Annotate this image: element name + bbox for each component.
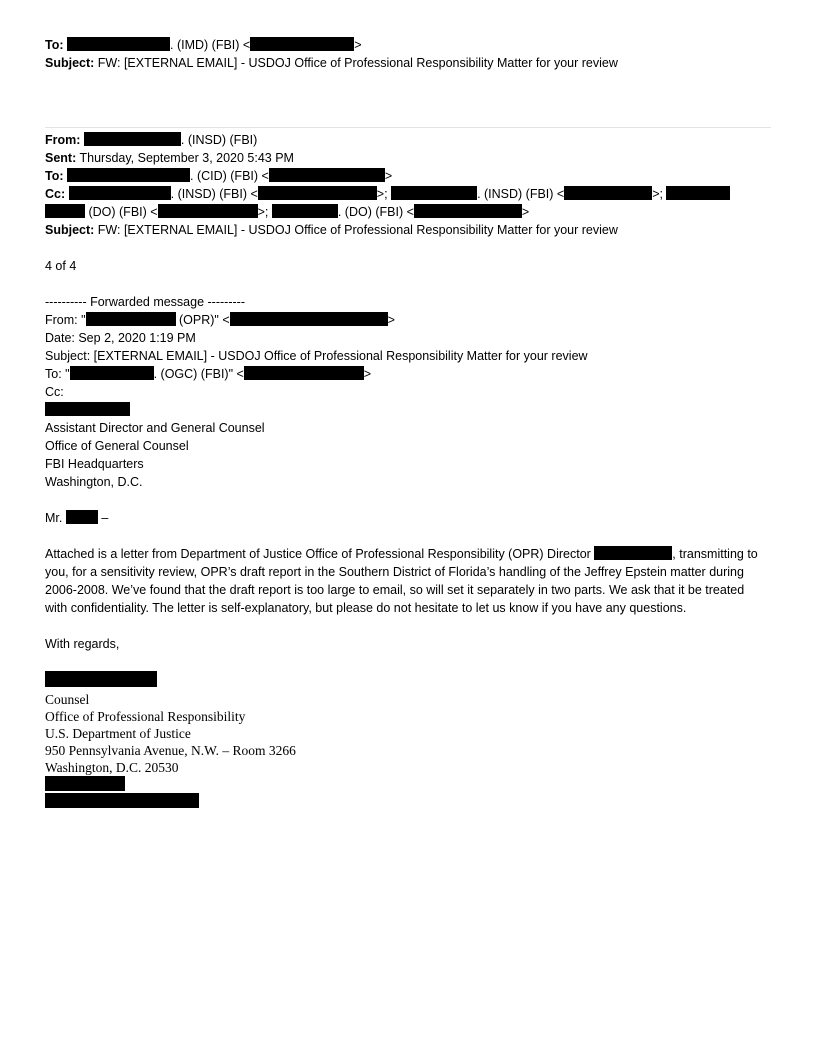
redaction-box [67, 168, 190, 182]
redaction-box [66, 510, 98, 524]
cc-text: . (INSD) (FBI) < [170, 187, 258, 201]
salutation-suffix: – [97, 511, 109, 525]
subject-text: FW: [EXTERNAL EMAIL] - USDOJ Office of Professional Responsibility Matter for your review [97, 56, 618, 70]
subject-label: Subject: [45, 223, 95, 237]
redaction-box [250, 37, 354, 51]
cc-text: (DO) (FBI) < [85, 205, 158, 219]
salutation [45, 509, 771, 527]
redaction-box [244, 366, 364, 380]
fwd-from-line [45, 131, 771, 149]
recipient-city: Washington, D.C. [45, 475, 143, 489]
redaction-box [391, 186, 477, 200]
top-to-line [45, 36, 771, 54]
redaction-box [70, 366, 154, 380]
cc-text: >; [376, 187, 388, 201]
from-prefix: From: " [45, 313, 86, 327]
recipient-name [45, 401, 771, 419]
forwarded-cc: Cc: [45, 385, 64, 399]
recipient-office: Office of General Counsel [45, 439, 189, 453]
subject-label: Subject: [45, 56, 95, 70]
closing: With regards, [45, 637, 120, 651]
from-mid: (OPR)" < [175, 313, 230, 327]
redaction-box [67, 37, 170, 51]
fwd-subject-line [45, 221, 771, 239]
forwarded-date: Date: Sep 2, 2020 1:19 PM [45, 331, 196, 345]
salutation-prefix: Mr. [45, 511, 66, 525]
page-count: 4 of 4 [45, 259, 77, 273]
forwarded-marker: ---------- Forwarded message --------- [45, 295, 245, 309]
sent-text: Thursday, September 3, 2020 5:43 PM [79, 151, 294, 165]
redaction-box [272, 204, 338, 218]
subject-text: FW: [EXTERNAL EMAIL] - USDOJ Office of Professional Responsibility Matter for your review [97, 223, 618, 237]
redaction-box [230, 312, 388, 326]
cc-text: >; [652, 187, 663, 201]
cc-label: Cc: [45, 187, 66, 201]
to-mid: . (OGC) (FBI)" < [153, 367, 244, 381]
fwd-to-line [45, 167, 771, 185]
redaction-box [666, 186, 730, 200]
redaction-box [45, 793, 199, 808]
body-paragraph [45, 545, 767, 617]
redaction-box [258, 186, 377, 200]
to-text-end: > [354, 38, 362, 52]
to-end: > [363, 367, 372, 381]
fwd-sent-line [45, 149, 771, 167]
body-text: Attached is a letter from Department of Justice Office of Professional Responsibility (OPR) Director [45, 547, 595, 561]
signature-email [45, 793, 771, 810]
redaction-box [84, 132, 181, 146]
forwarded-subject: Subject: [EXTERNAL EMAIL] - USDOJ Office of Professional Responsibility Matter for your review [45, 349, 588, 363]
redaction-box [269, 168, 385, 182]
redaction-box [69, 186, 171, 200]
forwarded-to [45, 365, 771, 383]
redaction-box [45, 671, 157, 687]
redaction-box [45, 402, 130, 416]
cc-text: >; [257, 205, 269, 219]
redaction-box [45, 204, 85, 218]
signature-phone [45, 776, 771, 793]
signature-title: Counsel [45, 692, 90, 707]
from-text: . (INSD) (FBI) [180, 133, 258, 147]
to-label: To: [45, 38, 64, 52]
body-text: , transmitting to you, for a sensitivity review, OPR’s draft report in the Southern District of Florida’s handling of the Jeffrey Epstein matter during 2006-2008. We’ve found that the draft report is too large to email, so will set it separately in two parts. We ask that it be treated with confidentiality. The letter is self-explanatory, but please do not hesitate to let us know if you have any questions. [45, 547, 758, 615]
top-subject-line [45, 54, 771, 72]
sent-label: Sent: [45, 151, 77, 165]
redaction-box [564, 186, 652, 200]
to-label: To: [45, 169, 64, 183]
to-text-end: > [384, 169, 393, 183]
from-end: > [387, 313, 395, 327]
redaction-box [594, 546, 672, 560]
cc-text: . (INSD) (FBI) < [477, 187, 565, 201]
signature-address: 950 Pennsylvania Avenue, N.W. – Room 3266 [45, 743, 296, 758]
to-prefix: To: " [45, 367, 70, 381]
fwd-cc-line [45, 185, 771, 203]
forwarded-from [45, 311, 771, 329]
signature-name [45, 671, 771, 691]
signature-dept: U.S. Department of Justice [45, 726, 191, 741]
email-document [45, 36, 771, 810]
cc-text: . (DO) (FBI) < [337, 205, 414, 219]
fwd-cc-line-2 [45, 203, 771, 221]
signature-block [45, 691, 771, 810]
signature-city: Washington, D.C. 20530 [45, 760, 179, 775]
cc-text: > [521, 205, 530, 219]
redaction-box [86, 312, 176, 326]
redaction-box [414, 204, 522, 218]
recipient-title: Assistant Director and General Counsel [45, 421, 265, 435]
to-text: . (CID) (FBI) < [190, 169, 269, 183]
redaction-box [45, 776, 125, 791]
recipient-hq: FBI Headquarters [45, 457, 144, 471]
to-text: . (IMD) (FBI) < [170, 38, 251, 52]
from-label: From: [45, 133, 81, 147]
redaction-box [158, 204, 258, 218]
signature-office: Office of Professional Responsibility [45, 709, 246, 724]
